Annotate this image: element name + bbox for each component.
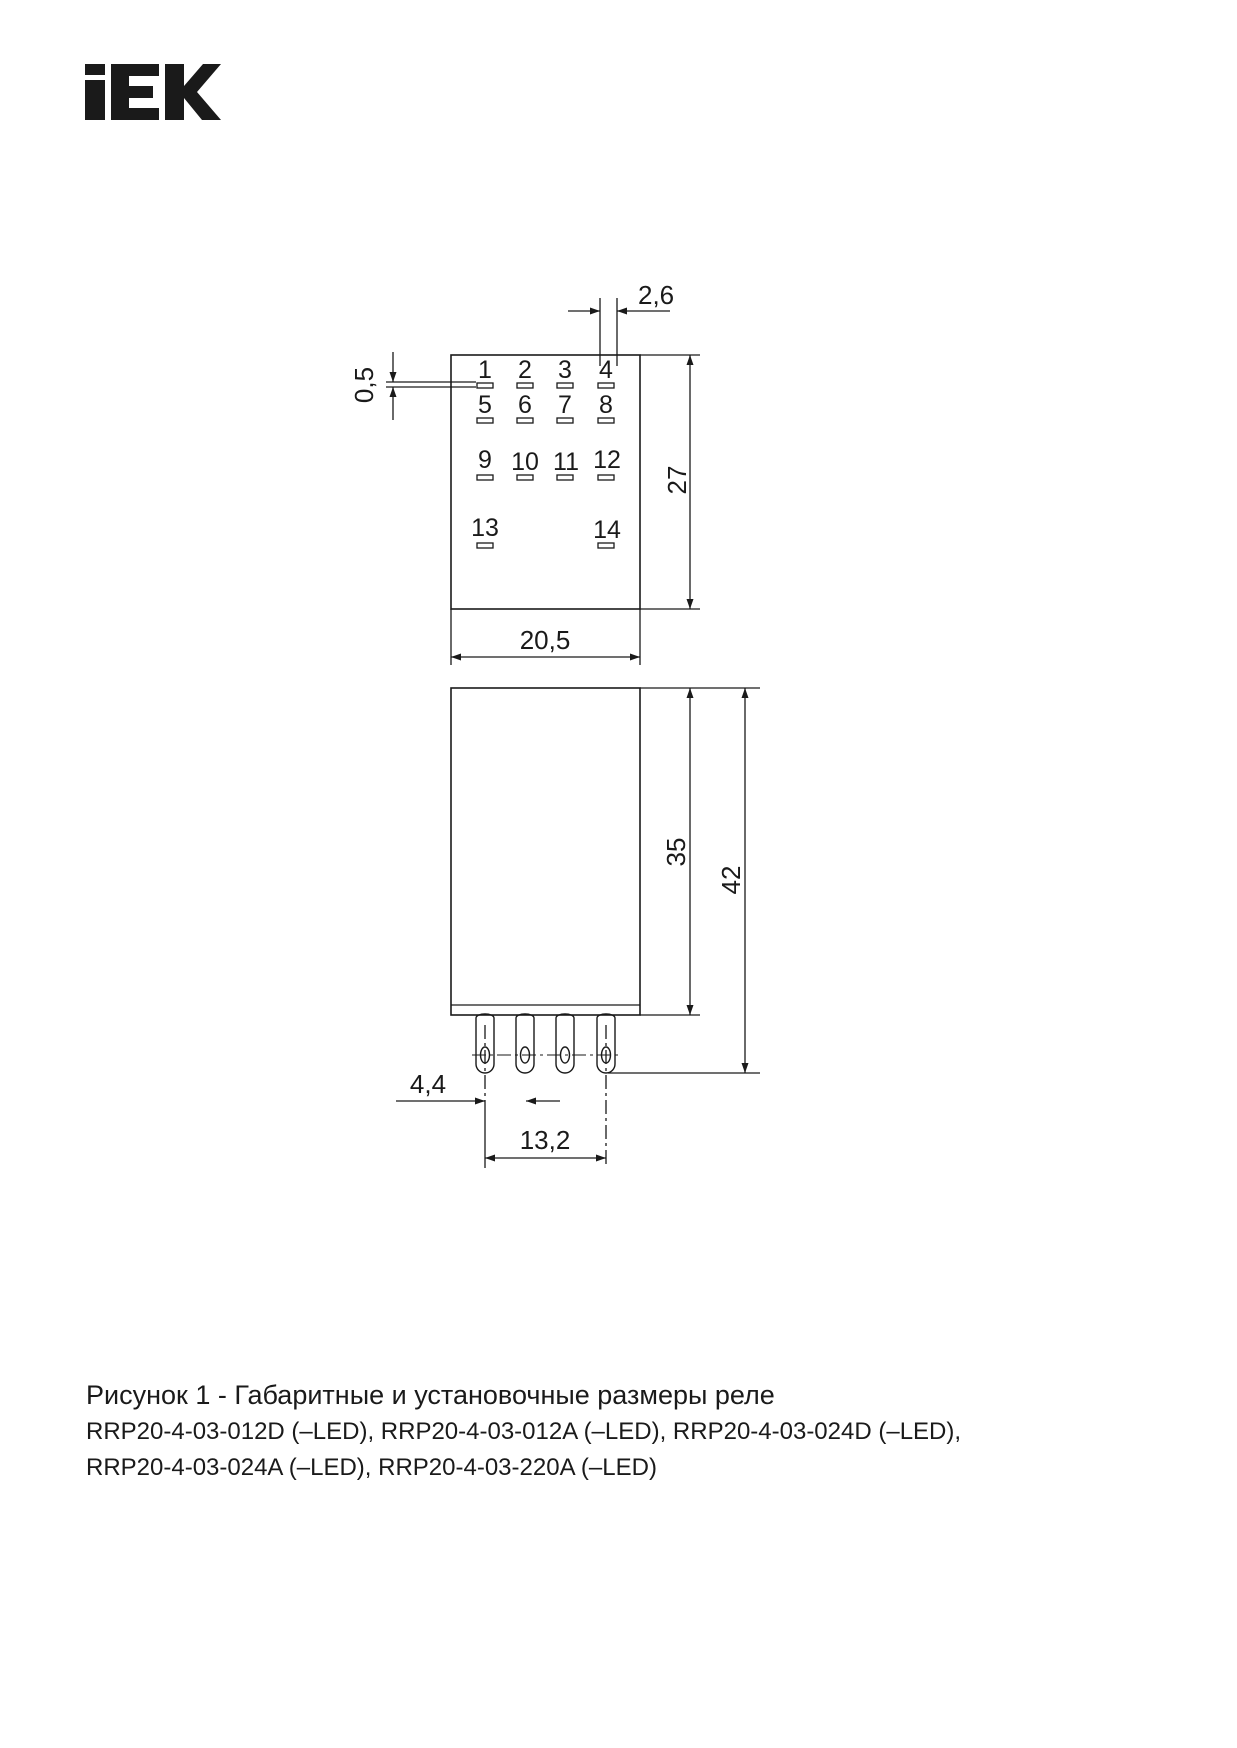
- pin-label-11: 11: [553, 448, 579, 476]
- side-pin-2: [516, 1014, 534, 1073]
- pin-label-5: 5: [478, 391, 492, 419]
- caption-title: Рисунок 1 - Габаритные и установочные размеры реле: [86, 1380, 775, 1410]
- pin-label-13: 13: [471, 514, 499, 542]
- pin-label-1: 1: [478, 356, 492, 384]
- pin-slot-12: [598, 475, 614, 480]
- pin-label-2: 2: [518, 356, 532, 384]
- pin-label-7: 7: [558, 391, 572, 419]
- pin-slot-9: [477, 475, 493, 480]
- pin-label-6: 6: [518, 391, 532, 419]
- dimension-35: 35: [661, 837, 691, 867]
- dimension-42: 42: [716, 865, 746, 895]
- dimension-27: 27: [662, 465, 692, 495]
- dimension-4-4: 4,4: [409, 1069, 447, 1099]
- caption-models-line-2: RRP20-4-03-024A (–LED), RRP20-4-03-220A (–LED): [86, 1454, 657, 1481]
- pin-label-10: 10: [511, 448, 539, 476]
- figure-caption: [86, 1377, 1186, 1487]
- pin-label-14: 14: [593, 516, 621, 544]
- dimension-13-2: 13,2: [519, 1125, 571, 1155]
- dimension-0-5: 0,5: [349, 366, 379, 404]
- side-view-body: [451, 688, 640, 1015]
- pin-label-4: 4: [599, 356, 613, 384]
- pin-slot-13: [477, 543, 493, 548]
- caption-models-line-1: RRP20-4-03-012D (–LED), RRP20-4-03-012A (–LED), RRP20-4-03-024D (–LED),: [86, 1418, 962, 1445]
- side-pin-3: [556, 1014, 574, 1073]
- pin-label-8: 8: [599, 391, 613, 419]
- pin-label-3: 3: [558, 356, 572, 384]
- pin-label-12: 12: [593, 446, 621, 474]
- dimension-2-6: 2,6: [638, 280, 675, 310]
- pin-label-9: 9: [478, 446, 492, 474]
- dimension-20-5: 20,5: [519, 625, 571, 655]
